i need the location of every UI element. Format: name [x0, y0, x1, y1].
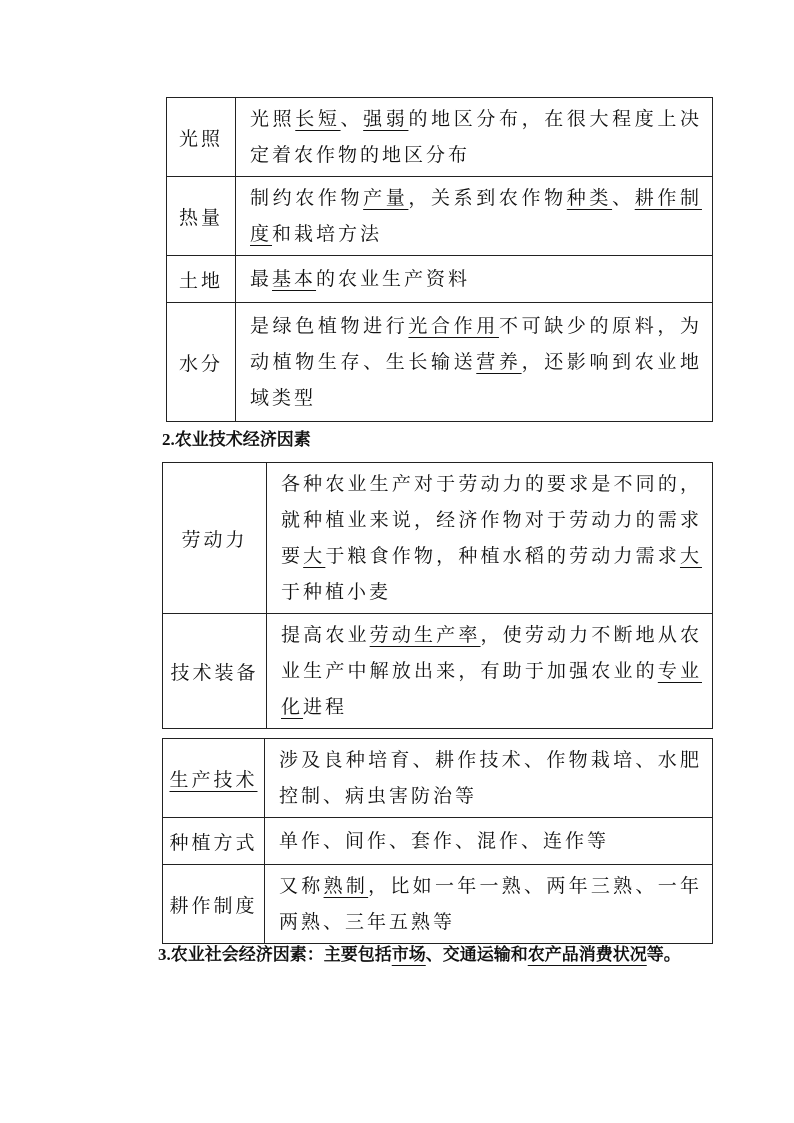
- underlined-keyword: 农产品消费状况: [527, 945, 647, 964]
- factor-description-cell: [267, 463, 713, 614]
- table-row: [167, 98, 713, 177]
- underlined-keyword: 大: [679, 545, 702, 567]
- section-2-heading: 2.农业技术经济因素: [162, 430, 311, 449]
- text-segment: 3.农业社会经济因素：主要包括: [158, 945, 392, 964]
- underlined-keyword: 熟制: [323, 875, 369, 897]
- table-row: [163, 614, 713, 729]
- factor-name: 水分: [178, 352, 223, 375]
- text-segment: ，关系到农作物: [408, 187, 567, 209]
- underlined-keyword: 专业化: [281, 660, 702, 718]
- tech-economic-body: [163, 463, 713, 729]
- underlined-keyword: 光合作用: [408, 315, 499, 337]
- text-segment: 光照: [250, 108, 296, 130]
- text-segment: 等。: [646, 945, 681, 964]
- text-segment: 于种植小麦: [281, 581, 392, 603]
- table-row: [163, 865, 713, 944]
- factor-name-cell: [167, 98, 236, 177]
- factor-description-cell: [236, 177, 713, 256]
- text-segment: ，使劳动力不断地从农业生产中解放出来，有助于加强农业的: [281, 624, 702, 682]
- text-segment: 、: [340, 108, 364, 130]
- factor-name: 土地: [178, 269, 223, 292]
- factor-name-cell: [167, 177, 236, 256]
- production-tech-body: [163, 739, 713, 944]
- factor-description-cell: [265, 818, 713, 865]
- factor-description-cell: [236, 256, 713, 303]
- tech-economic-table: [162, 462, 713, 729]
- underlined-keyword: 种类: [566, 187, 613, 209]
- factor-name-cell: [163, 818, 265, 865]
- text-segment: ，还影响到农业地域类型: [250, 351, 702, 409]
- text-segment: 于粮食作物，种植水稻的劳动力需求: [325, 545, 680, 567]
- factor-description-cell: [236, 303, 713, 422]
- text-segment: 进程: [303, 696, 348, 718]
- natural-factors-body: [167, 98, 713, 422]
- factor-name-cell: [163, 614, 267, 729]
- text-segment: 不可缺少的原料，为动植物生存、生长输送: [250, 315, 702, 373]
- text-segment: 又称: [279, 875, 324, 897]
- text-segment: 最: [250, 268, 273, 290]
- text-segment: 、: [612, 187, 635, 209]
- factor-description-cell: [236, 98, 713, 177]
- text-segment: 涉及良种培育、耕作技术、作物栽培、水肥控制、病虫害防治等: [279, 749, 702, 807]
- text-segment: 、交通运输和: [425, 945, 528, 964]
- text-segment: 是绿色植物进行: [250, 315, 409, 337]
- factor-description-cell: [267, 614, 713, 729]
- factor-name-cell: [167, 303, 236, 422]
- underlined-keyword: 劳动生产率: [369, 624, 481, 646]
- table-row: [163, 463, 713, 614]
- text-segment: 各种农业生产对于劳动力的要求是不同的，就种植业来说，经济作物对于劳动力的需求要: [281, 473, 702, 567]
- table-row: [167, 256, 713, 303]
- production-tech-table: [162, 738, 713, 944]
- factor-name: 种植方式: [169, 831, 258, 854]
- factor-name-cell: [163, 739, 265, 818]
- factor-name-cell: [163, 463, 267, 614]
- factor-name: 劳动力: [181, 528, 248, 551]
- underlined-keyword: 长短: [295, 108, 341, 130]
- section-3-paragraph: [118, 937, 688, 973]
- factor-name: 热量: [178, 206, 223, 229]
- table-row: [163, 818, 713, 865]
- factor-name: 耕作制度: [169, 894, 258, 917]
- text-segment: 和栽培方法: [272, 223, 383, 245]
- table-row: [167, 177, 713, 256]
- underlined-keyword: 市场: [391, 945, 426, 964]
- text-segment: 制约农作物: [250, 187, 364, 209]
- table-row: [167, 303, 713, 422]
- underlined-keyword: 大: [303, 545, 326, 567]
- factor-description-cell: [265, 865, 713, 944]
- natural-factors-table: [166, 97, 713, 422]
- factor-name-cell: [163, 865, 265, 944]
- factor-name: 生产技术: [169, 768, 258, 791]
- underlined-keyword: 强弱: [363, 108, 409, 130]
- underlined-keyword: 耕作制度: [250, 187, 702, 245]
- underlined-keyword: 营养: [476, 351, 522, 373]
- text-segment: 的地区分布，在很大程度上决定着农作物的地区分布: [250, 108, 702, 166]
- text-segment: ，比如一年一熟、两年三熟、一年两熟、三年五熟等: [279, 875, 702, 933]
- table-row: [163, 739, 713, 818]
- text-segment: 单作、间作、套作、混作、连作等: [279, 830, 610, 852]
- underlined-keyword: 产量: [363, 187, 409, 209]
- text-segment: 的农业生产资料: [316, 268, 471, 290]
- factor-description-cell: [265, 739, 713, 818]
- factor-name: 光照: [178, 127, 223, 150]
- factor-name-cell: [167, 256, 236, 303]
- text-segment: 提高农业: [281, 624, 370, 646]
- factor-name: 技术装备: [170, 661, 259, 684]
- underlined-keyword: 基本: [272, 268, 317, 290]
